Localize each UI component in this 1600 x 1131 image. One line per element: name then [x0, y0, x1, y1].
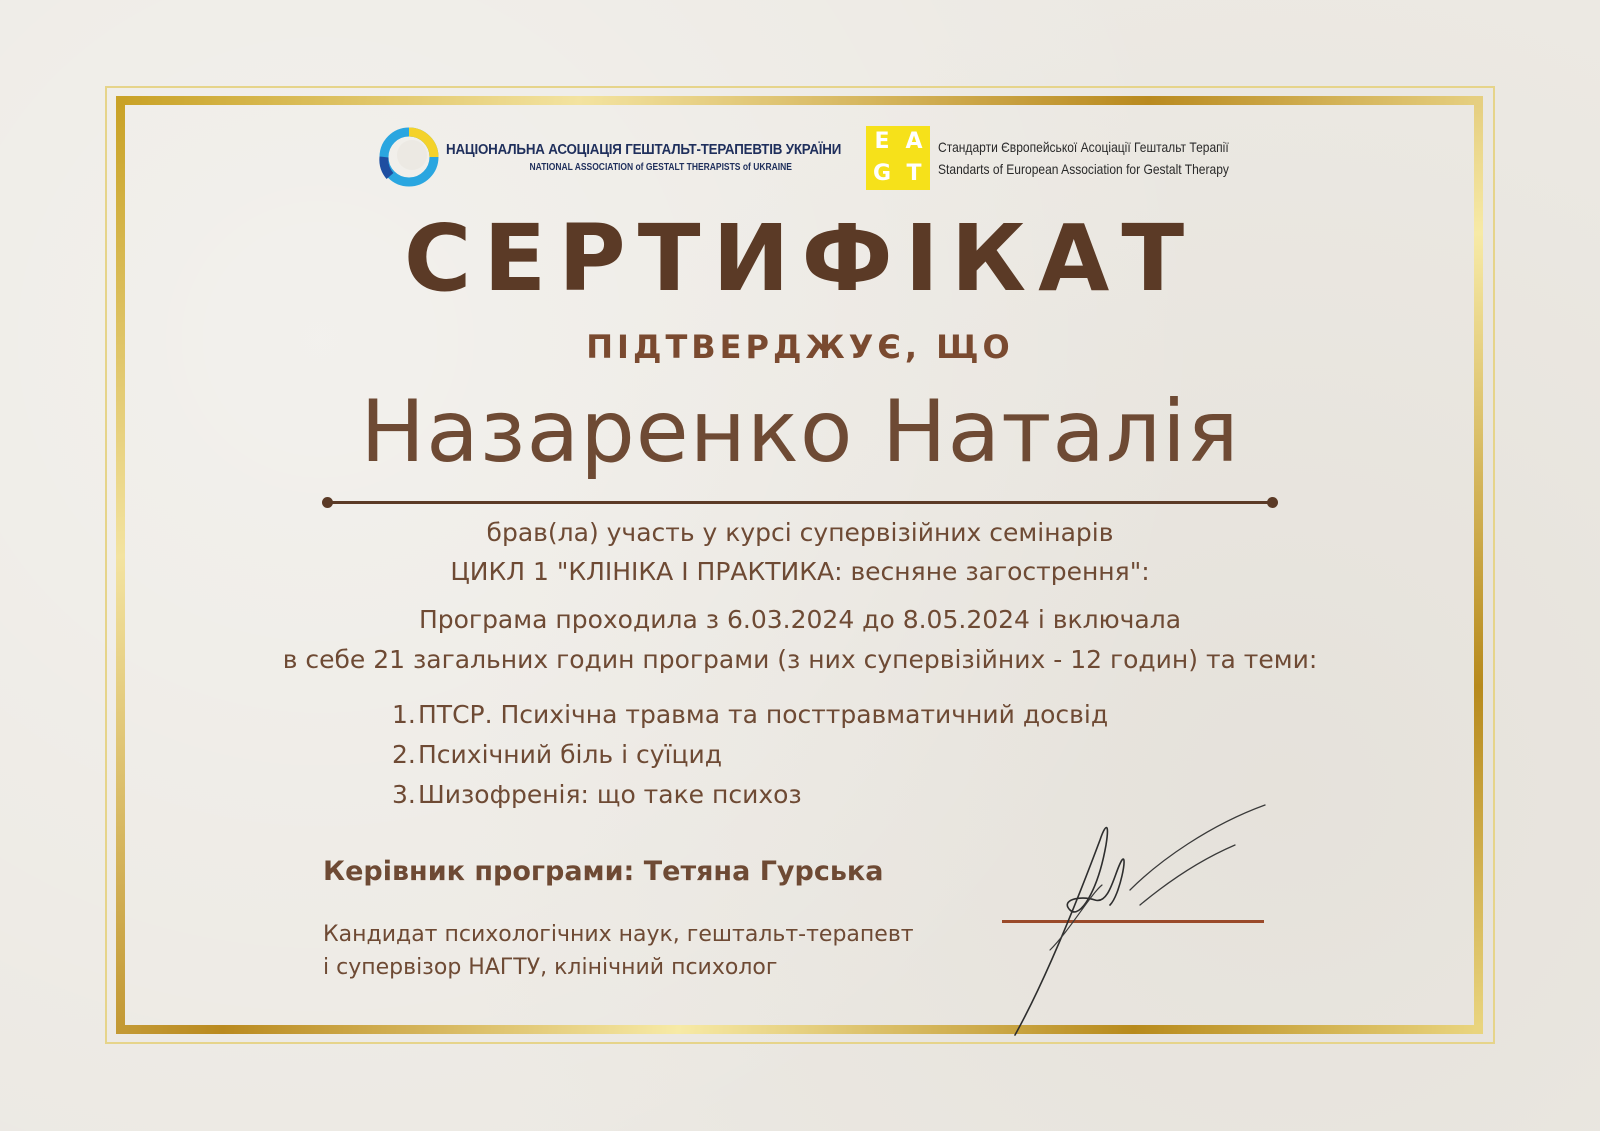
- topic-text: Психічний біль і суїцид: [418, 740, 723, 769]
- eagt-logo: [866, 126, 1276, 190]
- program-leader: Керівник програми: Тетяна Гурська: [323, 856, 884, 887]
- leader-description: [323, 918, 914, 984]
- eagt-icon: [866, 126, 930, 190]
- naggt-name-en: NATIONAL ASSOCIATION of GESTALT THERAPISTS of UKRAINE: [529, 161, 792, 173]
- certificate-subtitle: ПІДТВЕРДЖУЄ, ЩО: [586, 328, 1014, 366]
- certificate-title: СЕРТИФІКАТ: [403, 205, 1197, 312]
- program-hours-line: в себе 21 загальних годин програми (з них супервізійних - 12 годин) та теми:: [282, 645, 1318, 674]
- name-underline: [327, 501, 1273, 504]
- recipient-name: Назаренко Наталія: [360, 382, 1240, 482]
- blue-yellow-ring-icon: [376, 124, 442, 190]
- naggt-logo: [376, 124, 876, 190]
- cycle-line: ЦИКЛ 1 "КЛІНІКА І ПРАКТИКА: весняне загострення":: [450, 557, 1150, 586]
- topic-text: ПТСР. Психічна травма та посттравматичний досвід: [418, 700, 1109, 729]
- program-dates-line: Програма проходила з 6.03.2024 до 8.05.2024 і включала: [418, 605, 1182, 634]
- leader-description-line1: Кандидат психологічних наук, гештальт-терапевт: [323, 922, 914, 947]
- participation-line: брав(ла) участь у курсі супервізійних семінарів: [486, 518, 1114, 547]
- eagt-line-ua: Стандарти Європейської Асоціації Гештальт Терапії: [938, 139, 1229, 155]
- eagt-letter-e: E: [874, 129, 890, 154]
- list-item: [392, 780, 1108, 820]
- eagt-letter-t: T: [906, 161, 922, 186]
- eagt-letter-g: G: [872, 161, 892, 186]
- topic-text: Шизофренія: що таке психоз: [418, 780, 802, 809]
- topic-number: 2.: [392, 740, 416, 769]
- list-item: [392, 700, 1108, 740]
- signature-icon: [1010, 800, 1280, 1040]
- leader-description-line2: і супервізор НАГТУ, клінічний психолог: [323, 955, 778, 980]
- eagt-line-en: Standarts of European Association for Gestalt Therapy: [938, 161, 1229, 177]
- list-item: [392, 740, 1108, 780]
- topic-number: 1.: [392, 700, 416, 729]
- eagt-letter-a: A: [905, 129, 923, 154]
- naggt-name-ua: НАЦІОНАЛЬНА АСОЦІАЦІЯ ГЕШТАЛЬТ-ТЕРАПЕВТІВ УКРАЇНИ: [446, 141, 842, 158]
- topic-number: 3.: [392, 780, 416, 809]
- topics-list: [392, 700, 1108, 820]
